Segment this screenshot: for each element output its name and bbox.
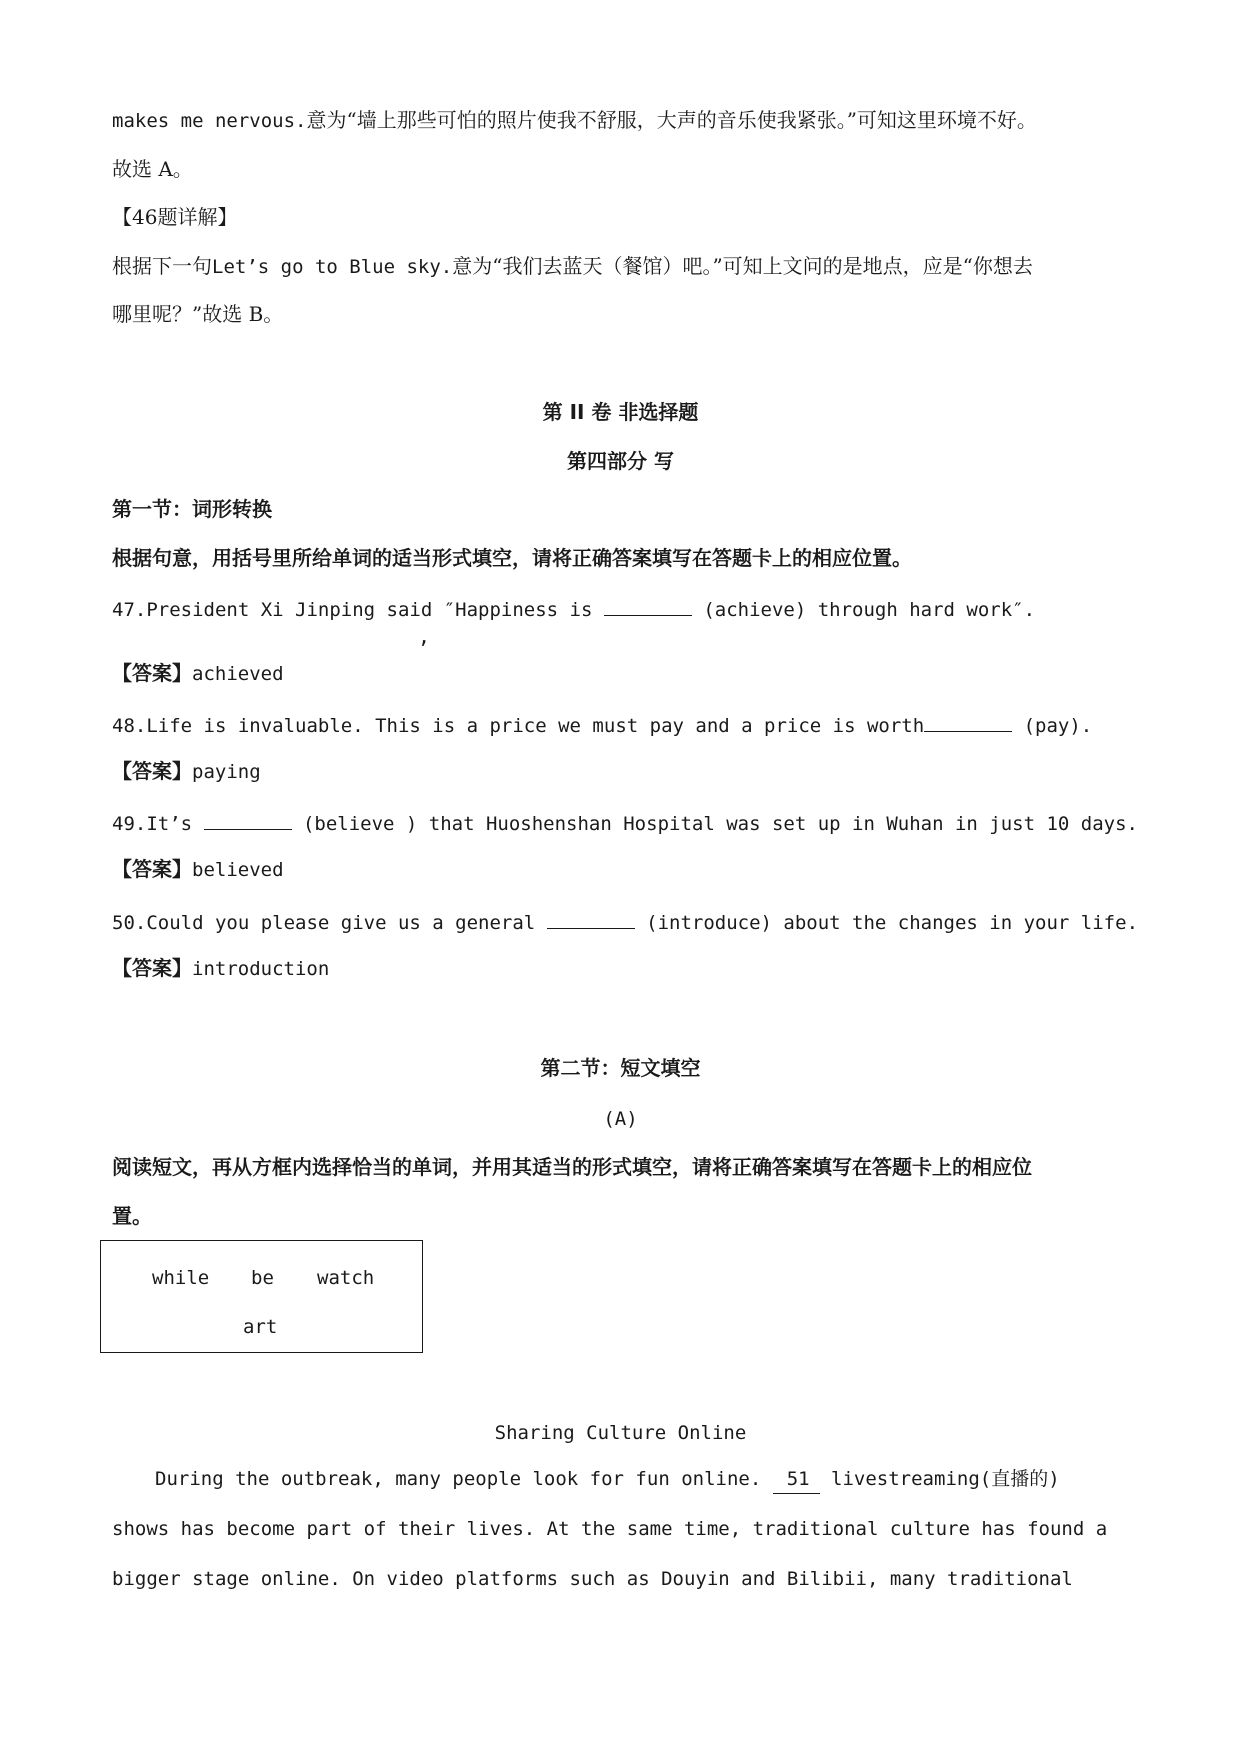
passage-line: [155, 1465, 1060, 1494]
chinese-text: 意为“我们去蓝天（餐馆）吧。”可知上文问的是地点，应是“你想去: [452, 254, 1033, 278]
question-text: (pay).: [1012, 715, 1093, 737]
answer-blank[interactable]: [604, 597, 692, 616]
explanation-line: 故选 A。: [112, 157, 193, 181]
answer-blank[interactable]: [924, 713, 1012, 732]
explanation-line: [112, 106, 1037, 135]
word-option: while: [152, 1267, 210, 1289]
answer-value: introduction: [192, 958, 330, 980]
question-49: [112, 810, 1138, 838]
answer-line: [112, 855, 284, 884]
question-text: (achieve) through hard work″.: [691, 599, 1036, 621]
passage-text: ): [1048, 1468, 1060, 1490]
chinese-text: 根据下一句: [112, 254, 212, 278]
question-text: 50.Could you please give us a general: [112, 912, 547, 934]
answer-label: 【答案】: [112, 857, 192, 881]
question-text: 49.It’s: [112, 813, 204, 835]
question-text: 48.Life is invaluable. This is a price we must pay and a price is worth: [112, 715, 925, 737]
blank-number[interactable]: 51: [773, 1465, 820, 1494]
question-text: (introduce) about the changes in your life.: [634, 912, 1139, 934]
question-text: 47.President Xi Jinping said ″Happiness is: [112, 599, 604, 621]
answer-value: paying: [192, 761, 261, 783]
chinese-text: 意为“墙上那些可怕的照片使我不舒服，大声的音乐使我紧张。”可知这里环境不好。: [306, 108, 1037, 132]
answer-blank[interactable]: [547, 910, 635, 929]
answer-value: believed: [192, 859, 284, 881]
word-option: be: [251, 1267, 274, 1289]
word-option: watch: [317, 1267, 375, 1289]
answer-line: [112, 757, 261, 786]
question-text: (believe ) that Huoshenshan Hospital was set up in Wuhan in just 10 days.: [291, 813, 1138, 835]
q46-heading: 【46题详解】: [112, 205, 238, 229]
stray-comma: ,: [418, 624, 431, 648]
english-text: makes me nervous.: [112, 110, 307, 132]
answer-label: 【答案】: [112, 956, 192, 980]
explanation-line: 哪里呢？”故选 B。: [112, 302, 284, 326]
passage-line: shows has become part of their lives. At the same time, traditional culture has found a: [112, 1518, 1108, 1540]
part-title: 第四部分 写: [567, 449, 674, 473]
word-box: [100, 1240, 423, 1353]
english-text: Let’s go to Blue sky.: [212, 256, 453, 278]
passage-line: bigger stage online. On video platforms such as Douyin and Bilibii, many traditional: [112, 1568, 1073, 1590]
volume-title: 第 II 卷 非选择题: [542, 400, 699, 424]
passage-title: Sharing Culture Online: [494, 1422, 747, 1444]
answer-label: 【答案】: [112, 759, 192, 783]
passage-text: During the outbreak, many people look for fun online.: [155, 1468, 773, 1490]
passage-text: livestreaming(: [819, 1468, 992, 1490]
question-47: [112, 596, 1035, 624]
question-48: [112, 712, 1092, 740]
subsection-title: 第二节：短文填空: [540, 1056, 701, 1080]
explanation-line: [112, 252, 1033, 281]
question-50: [112, 909, 1138, 937]
subsection-title: 第一节：词形转换: [112, 497, 272, 521]
answer-line: [112, 659, 284, 688]
word-option: art: [243, 1316, 278, 1338]
answer-label: 【答案】: [112, 661, 192, 685]
passage-text: 直播的: [991, 1468, 1049, 1490]
answer-line: [112, 954, 329, 983]
instruction: 根据句意，用括号里所给单词的适当形式填空，请将正确答案填写在答题卡上的相应位置。: [112, 546, 912, 570]
part-label: (A): [603, 1108, 638, 1130]
answer-blank[interactable]: [204, 811, 292, 830]
instruction: 阅读短文，再从方框内选择恰当的单词，并用其适当的形式填空，请将正确答案填写在答题卡上的相应位: [112, 1155, 1032, 1179]
instruction: 置。: [112, 1204, 152, 1228]
answer-value: achieved: [192, 663, 284, 685]
